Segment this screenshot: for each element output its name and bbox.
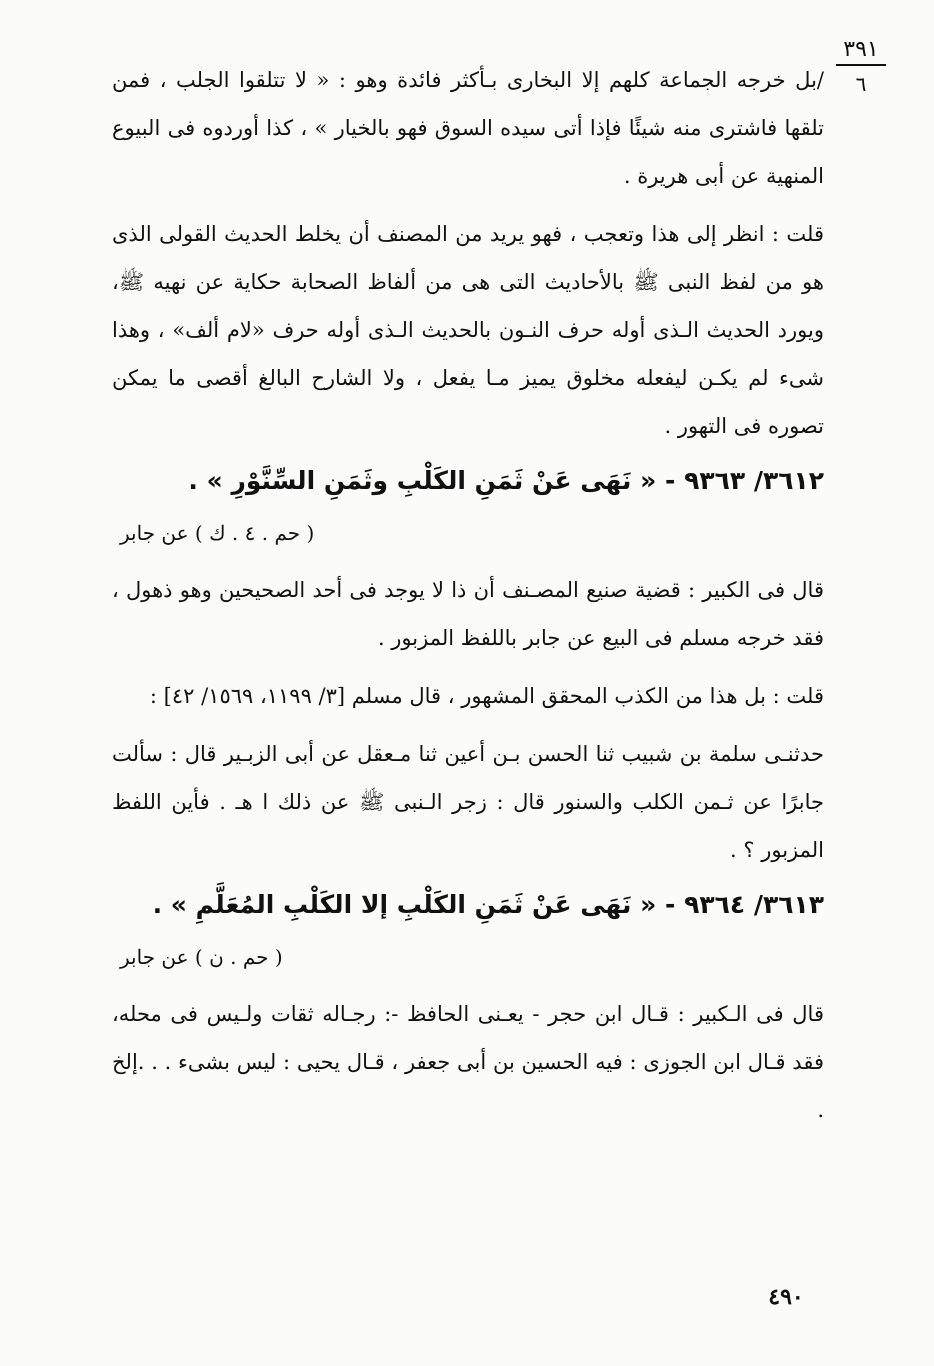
margin-reference-top: ٣٩١ (843, 37, 879, 62)
margin-reference-bottom: ٦ (855, 72, 867, 96)
hadith-source-1: ( حم . ٤ . ك ) عن جابر (120, 521, 315, 545)
margin-reference-rule (836, 64, 886, 66)
page-number: ٤٩٠ (768, 1284, 804, 1310)
hadith-heading-1: ٣٦١٢/ ٩٣٦٣ - « نَهَى عَنْ ثَمَنِ الكَلْبِ وثَمَنِ السِّنَّوْرِ » . (188, 466, 824, 495)
paragraph-4: قلت : بل هذا من الكذب المحقق المشهور ، قال مسلم [٣/ ١١٩٩، ١٥٦٩/ ٤٢] : (149, 684, 824, 708)
text-body (112, 56, 824, 1134)
paragraph-5: حدثنـى سلمة بن شبيب ثنا الحسن بـن أعين ثنا مـعقل عن أبى الزبـير قال : سألت جابرًا عن ثـمن الكلب والسنور قال : زجر الـنبى ﷺ عن ذلك ا هـ . فأين اللفظ المزبور ؟ . (112, 742, 824, 862)
paragraph-6: قال فى الـكبير : قـال ابن حجر - يعـنى الحافظ -: رجـاله ثقات ولـيس فى محله، فقد قـال ابن الجوزى : فيه الحسين بن أبى جعفر ، قـال يحيى : ليس بشىء . . .إلخ . (112, 1002, 824, 1122)
margin-reference (836, 38, 886, 96)
hadith-heading-2: ٣٦١٣/ ٩٣٦٤ - « نَهَى عَنْ ثَمَنِ الكَلْبِ إلا الكَلْبِ المُعَلَّمِ » . (152, 890, 824, 919)
paragraph-3: قال فى الكبير : قضية صنيع المصـنف أن ذا لا يوجد فى أحد الصحيحين وهو ذهول ، فقد خرجه مسلم فى البيع عن جابر باللفظ المزبور . (112, 578, 824, 650)
hadith-source-2: ( حم . ن ) عن جابر (120, 945, 283, 969)
paragraph-1: /بل خرجه الجماعة كلهم إلا البخارى بـأكثر فائدة وهو : « لا تتلقوا الجلب ، فمن تلقها فاشترى منه شيئًا فإذا أتى سيده السوق فهو بالخيار » ، كذا أوردوه فى البيوع المنهية عن أبى هريرة . (112, 68, 824, 188)
paragraph-2: قلت : انظر إلى هذا وتعجب ، فهو يريد من المصنف أن يخلط الحديث القولى الذى هو من لفظ النبى ﷺ بالأحاديث التى هى من ألفاظ الصحابة حكاية عن نهيه ﷺ، ويورد الحديث الـذى أوله حرف النـون بالحديث الـذى أوله حرف «لام ألف» ، وهذا شىء لم يكـن ليفعله مخلوق يميز مـا يفعل ، ولا الشارح البالغ أقصى ما يمكن تصوره فى التهور . (112, 222, 824, 438)
